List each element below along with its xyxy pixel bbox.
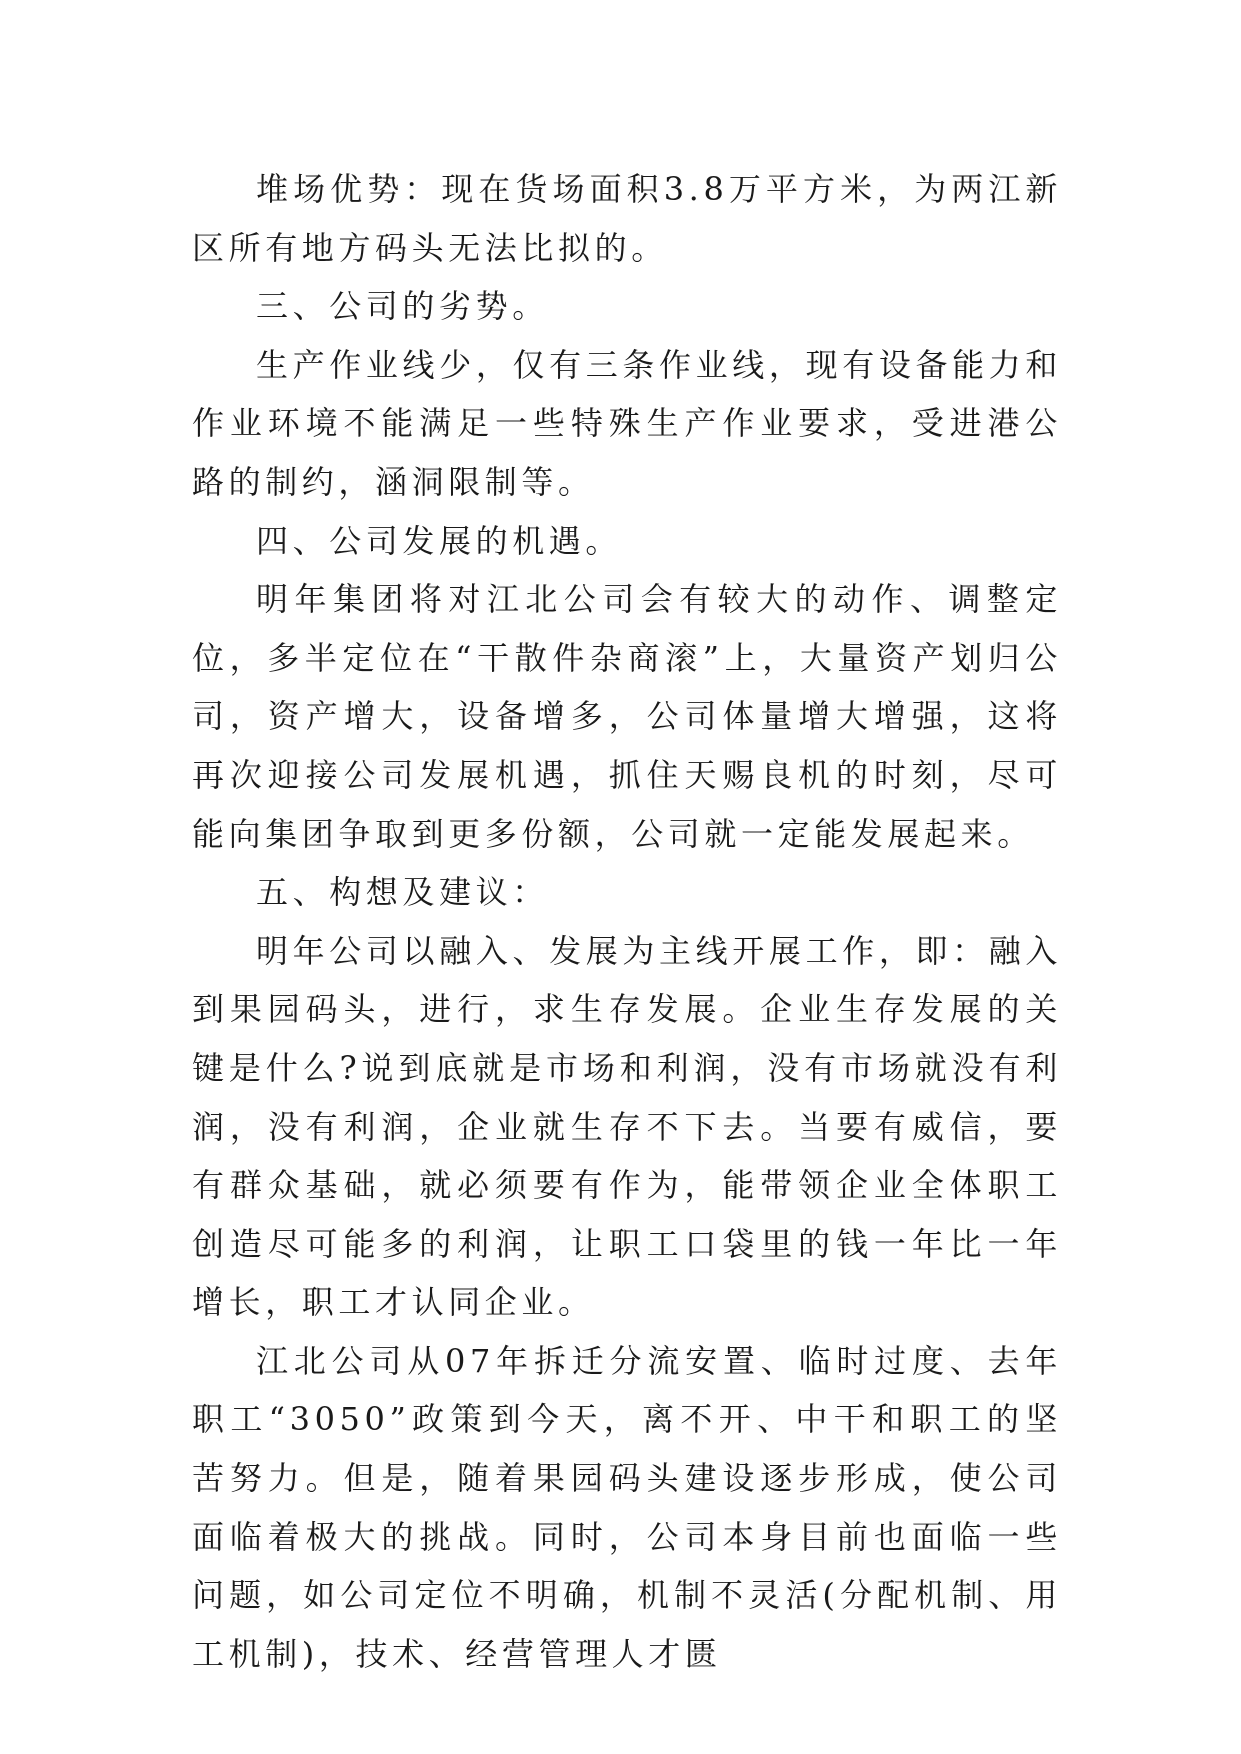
document-body xyxy=(192,160,1062,1683)
paragraph-opportunities: 明年集团将对江北公司会有较大的动作、调整定位，多半定位在“干散件杂商滚”上，大量资产划归公司，资产增大，设备增多，公司体量增大增强，这将再次迎接公司发展机遇，抓住天赐良机的时刻，尽可能向集团争取到更多份额，公司就一定能发展起来。 xyxy=(192,580,1062,853)
paragraph-yard-advantage: 堆场优势：现在货场面积3.8万平方米，为两江新区所有地方码头无法比拟的。 xyxy=(192,170,1062,267)
paragraph-history-challenges: 江北公司从07年拆迁分流安置、临时过度、去年职工“3050”政策到今天，离不开、中干和职工的坚苦努力。但是，随着果园码头建设逐步形成，使公司面临着极大的挑战。同时，公司本身目前也面临一些问题，如公司定位不明确，机制不灵活(分配机制、用工机制)，技术、经营管理人才匮 xyxy=(192,1341,1062,1673)
paragraph-ideas: 明年公司以融入、发展为主线开展工作，即：融入到果园码头，进行，求生存发展。企业生存发展的关键是什么?说到底就是市场和利润，没有市场就没有利润，没有利润，企业就生存不下去。当要有威信，要有群众基础，就必须要有作为，能带领企业全体职工创造尽可能多的利润，让职工口袋里的钱一年比一年增长，职工才认同企业。 xyxy=(192,931,1062,1322)
heading-disadvantages: 三、公司的劣势。 xyxy=(256,287,549,326)
heading-ideas-suggestions: 五、构想及建议： xyxy=(256,873,549,912)
heading-opportunities: 四、公司发展的机遇。 xyxy=(256,521,623,560)
paragraph-disadvantages: 生产作业线少，仅有三条作业线，现有设备能力和作业环境不能满足一些特殊生产作业要求，受进港公路的制约，涵洞限制等。 xyxy=(192,345,1062,501)
